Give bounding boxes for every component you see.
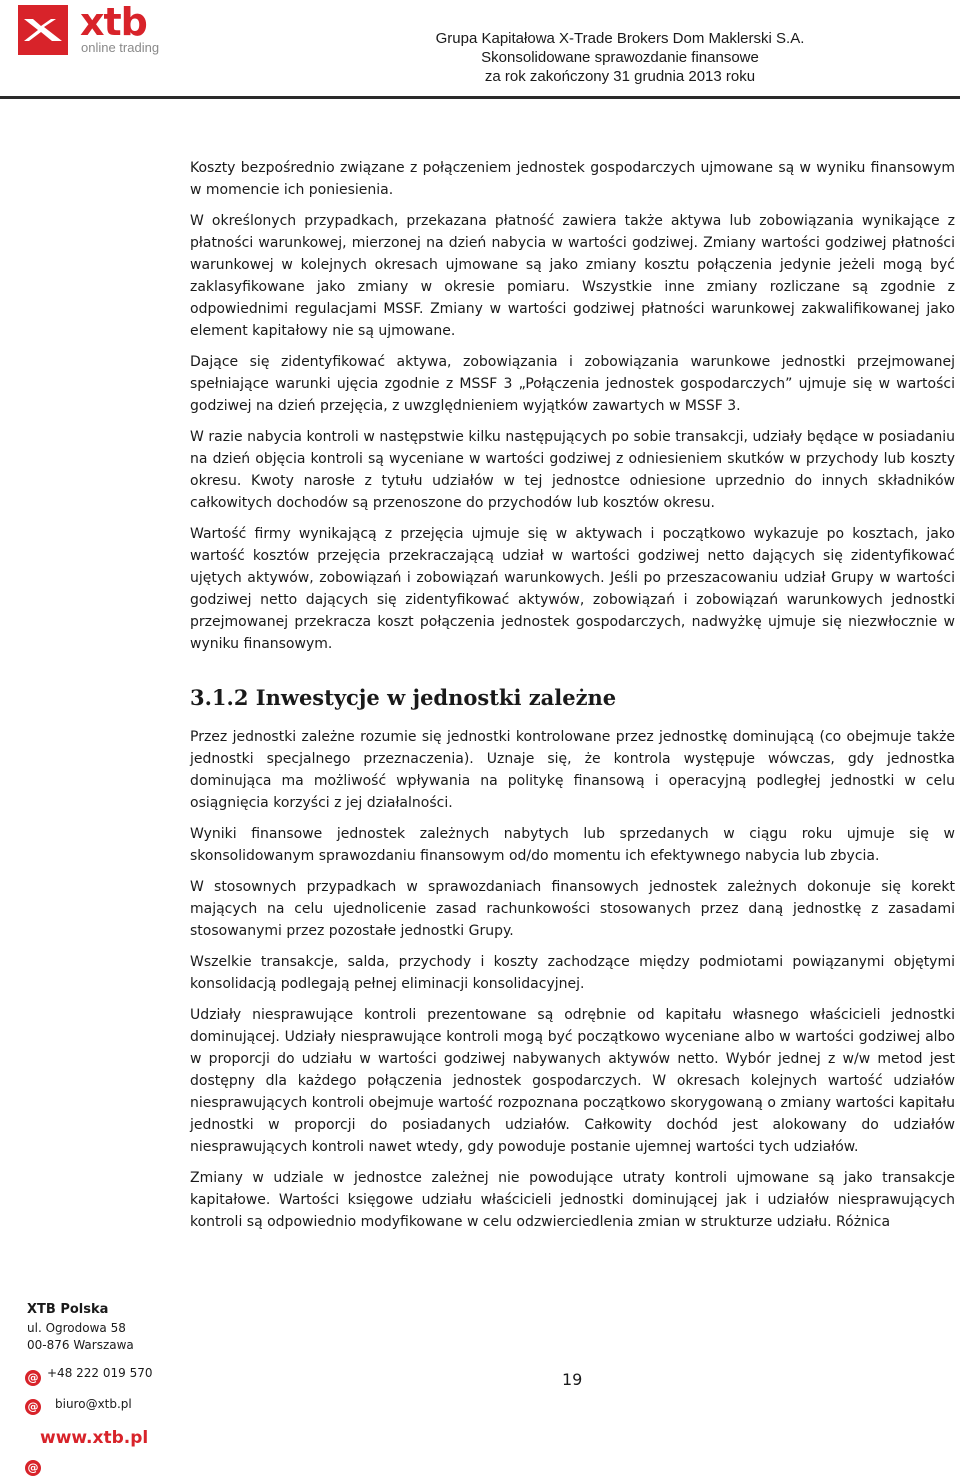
email-icon: @ [25, 1399, 41, 1415]
paragraph: W określonych przypadkach, przekazana płatność zawiera także aktywa lub zobowiązania wynikające z płatności warunkowej, mierzonej na dzień nabycia w wartości godziwej. Zmiany wartości godziwej płatności warunkowej w kolejnych okresach ujmowane są jako zmiany kosztu połączenia jedynie jeżeli mogą być zaklasyfikowane jako zmiany w okresie pomiaru. Wszystkie inne zmiany rozliczane są zgodnie z odpowiednimi regulacjami MSSF. Zmiany w wartości godziwej płatności warunkowej zakwalifikowanej jako element kapitałowy nie są ujmowane. [190, 213, 955, 339]
footer-company: XTB Polska [27, 1302, 109, 1317]
footer-email-link[interactable]: biuro@xtb.pl [55, 1397, 132, 1411]
header-divider [0, 96, 960, 99]
paragraph: W razie nabycia kontroli w następstwie kilku następujących po sobie transakcji, udziały będące w posiadaniu na dzień objęcia kontroli są wyceniane w wartości godziwej z odniesieniem skutków w przychody lub koszty okresu. Kwoty narosłe z tytułu udziałów w tej jednostce odniesione uprzednio do innych składników całkowitych dochodów są przenoszone do przychodów lub kosztów okresu. [190, 429, 955, 511]
footer-city: 00-876 Warszawa [27, 1338, 134, 1352]
footer-web-link[interactable]: www.xtb.pl [40, 1428, 149, 1448]
web-icon: @ [25, 1460, 41, 1476]
header-company: Grupa Kapitałowa X-Trade Brokers Dom Maklerski S.A. [435, 30, 805, 47]
footer-phone: +48 222 019 570 [47, 1366, 153, 1380]
paragraph: W stosownych przypadkach w sprawozdaniach finansowych jednostek zależnych dokonuje się korekt mających na celu ujednolicenie zasad rachunkowości stosowanych przez daną jednostkę z zasadami stosowanymi przez pozostałe jednostki Grupy. [190, 879, 955, 939]
logo-wordmark: xtb [80, 0, 147, 44]
phone-icon: @ [25, 1370, 41, 1386]
logo-tagline: online trading [81, 40, 160, 55]
header-period: za rok zakończony 31 grudnia 2013 roku [484, 68, 756, 85]
paragraph: Wszelkie transakcje, salda, przychody i koszty zachodzące między podmiotami powiązanymi objętymi konsolidacją podlegają pełnej eliminacji konsolidacyjnej. [190, 954, 955, 992]
paragraph: Udziały niesprawujące kontroli prezentowane są odrębnie od kapitału własnego właścicieli jednostki dominującej. Udziały niesprawujące kontroli mogą być początkowo wyceniane albo w wartości godziwej albo w proporcji do udziału w wartości godziwej nabywanych aktywów netto. Wybór jednej z w/w metod jest dostępny dla każdego połączenia jednostek gospodarczych. W okresach kolejnych wartość udziałów niesprawujących kontroli obejmuje wartość rozpoznana początkowo skorygowaną o zmiany wartości kapitału jednostki w proporcji do posiadanych udziałów. Całkowity dochód jest alokowany do udziałów niesprawujących kontroli nawet wtedy, gdy powoduje postanie ujemnej wartości tych udziałów. [190, 1007, 955, 1155]
footer-street: ul. Ogrodowa 58 [27, 1321, 126, 1335]
paragraph: Wyniki finansowe jednostek zależnych nabytych lub sprzedanych w ciągu roku ujmuje się w skonsolidowanym sprawozdaniu finansowym od/do momentu ich efektywnego nabycia lub zbycia. [190, 826, 955, 864]
page-number: 19 [562, 1370, 583, 1389]
paragraph: Zmiany w udziale w jednostce zależnej nie powodujące utraty kontroli ujmowane są jako transakcje kapitałowe. Wartości księgowe udziału właścicieli jednostki dominującej jak i udziałów niesprawujących kontroli są odpowiednio modyfikowane w celu odzwierciedlenia zmian w strukturze udziału. Różnica [190, 1170, 955, 1230]
header-report-title: Skonsolidowane sprawozdanie finansowe [481, 49, 759, 66]
document-body [190, 157, 955, 1242]
xtb-logo-mark [18, 5, 68, 55]
paragraph: Dające się zidentyfikować aktywa, zobowiązania i zobowiązania warunkowe jednostki przejmowanej spełniające warunki ujęcia zgodnie z MSSF 3 „Połączenia jednostek gospodarczych” ujmuje się w wartości godziwej na dzień przejęcia, z uwzględnieniem wyjątków zawartych w MSSF 3. [190, 354, 955, 414]
paragraph: Wartość firmy wynikającą z przejęcia ujmuje się w aktywach i początkowo wykazuje po kosztach, jako wartość kosztów przejęcia przekraczającą udział w wartości godziwej netto dających się zidentyfikować ujętych aktywów, zobowiązań i zobowiązań warunkowych. Jeśli po przeszacowaniu udział Grupy w wartości godziwej netto dających się zidentyfikować aktywów, zobowiązań i zobowiązań warunkowych jednostki przejmowanej przekracza koszt połączenia jednostek gospodarczych, nadwyżkę ujmuje się niezwłocznie w wyniku finansowym. [190, 526, 955, 652]
section-heading: 3.1.2 Inwestycje w jednostki zależne [190, 685, 617, 710]
paragraph: Przez jednostki zależne rozumie się jednostki kontrolowane przez jednostkę dominującą (co obejmuje także jednostki specjalnego przeznaczenia). Uznaje się, że kontrola występuje wówczas, gdy jednostka dominująca ma możliwość wpływania na politykę finansową i operacyjną podległej jednostki w celu osiągnięcia korzyści z jej działalności. [190, 729, 955, 811]
paragraph: Koszty bezpośrednio związane z połączeniem jednostek gospodarczych ujmowane są w wyniku finansowym w momencie ich poniesienia. [190, 160, 955, 198]
